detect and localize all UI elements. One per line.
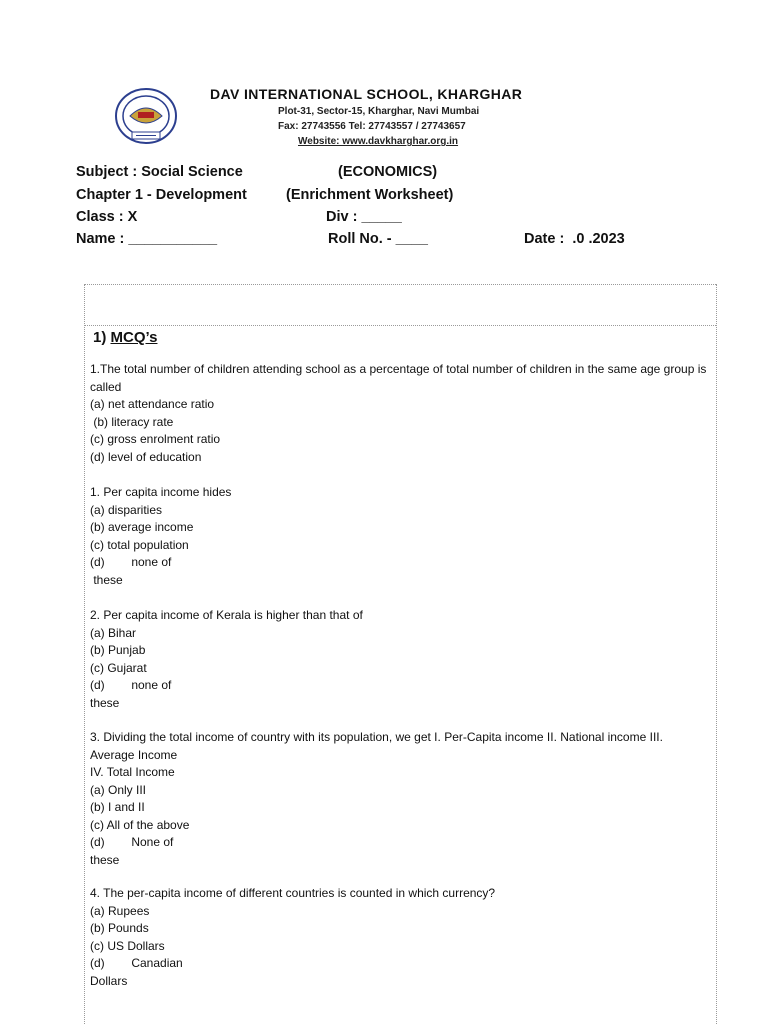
economics-label: (ECONOMICS) — [338, 164, 438, 180]
question-text: 1. Per capita income hides — [90, 485, 232, 499]
option: (c) All of the above — [90, 817, 190, 832]
question-text: 1.The total number of children attending school as a percentage of total number of children in the same age group is called — [90, 362, 707, 394]
option: these — [90, 852, 120, 867]
option: (c) Gujarat — [90, 660, 147, 675]
option: (a) Only III — [90, 782, 147, 797]
option: (c) US Dollars — [90, 938, 165, 953]
school-website-link[interactable]: Website: www.davkharghar.org.in — [298, 136, 459, 147]
option: (c) gross enrolment ratio — [90, 432, 221, 446]
option: (b) Pounds — [90, 921, 149, 935]
roll-no-field: Roll No. - ____ — [328, 231, 428, 247]
section-heading — [93, 329, 157, 346]
box-border-left — [84, 284, 85, 1024]
school-address: Plot-31, Sector-15, Kharghar, Navi Mumbai — [278, 106, 480, 117]
option: (b) Punjab — [90, 643, 146, 657]
option: these — [90, 695, 120, 710]
option: (d) none of — [90, 678, 172, 692]
option: IV. Total Income — [90, 765, 175, 779]
option: (d) None of — [90, 835, 174, 849]
box-divider — [84, 325, 716, 326]
school-name: DAV INTERNATIONAL SCHOOL, KHARGHAR — [210, 86, 523, 102]
school-contact: Fax: 27743556 Tel: 27743557 / 27743657 — [278, 121, 466, 132]
option: (a) disparities — [90, 502, 163, 517]
worksheet-type-label: (Enrichment Worksheet) — [286, 187, 454, 203]
section-number: 1) — [93, 329, 111, 346]
box-border-right — [716, 284, 717, 1024]
option: (d) none of — [90, 555, 172, 569]
option: (d) Canadian — [90, 956, 183, 970]
question-block — [90, 729, 708, 869]
subject-label: Subject : Social Science — [76, 164, 243, 180]
date-field: Date : .0 .2023 — [524, 231, 625, 247]
div-field: Div : _____ — [326, 209, 402, 225]
option: (b) average income — [90, 520, 194, 534]
option: (d) level of education — [90, 449, 202, 464]
option: (c) total population — [90, 537, 189, 552]
box-border-top — [84, 284, 716, 285]
question-block — [90, 885, 708, 990]
option: (b) I and II — [90, 800, 145, 814]
option: (a) Bihar — [90, 625, 137, 640]
option: (a) net attendance ratio — [90, 397, 215, 411]
question-text: 4. The per-capita income of different countries is counted in which currency? — [90, 886, 496, 900]
section-title: MCQ’s — [110, 329, 158, 346]
question-block — [90, 484, 708, 589]
option: Dollars — [90, 973, 128, 988]
option: (a) Rupees — [90, 903, 150, 918]
chapter-label: Chapter 1 - Development — [76, 187, 247, 203]
option: these — [90, 572, 123, 587]
question-text: 2. Per capita income of Kerala is higher than that of — [90, 608, 363, 622]
question-block — [90, 361, 708, 466]
question-block — [90, 607, 708, 712]
class-label: Class : X — [76, 209, 138, 225]
school-crest-logo-icon — [112, 86, 180, 148]
name-field: Name : ___________ — [76, 231, 218, 247]
option: (b) literacy rate — [90, 414, 174, 429]
question-text: 3. Dividing the total income of country with its population, we get I. Per-Capita income II. National income III. Average Income — [90, 730, 663, 762]
